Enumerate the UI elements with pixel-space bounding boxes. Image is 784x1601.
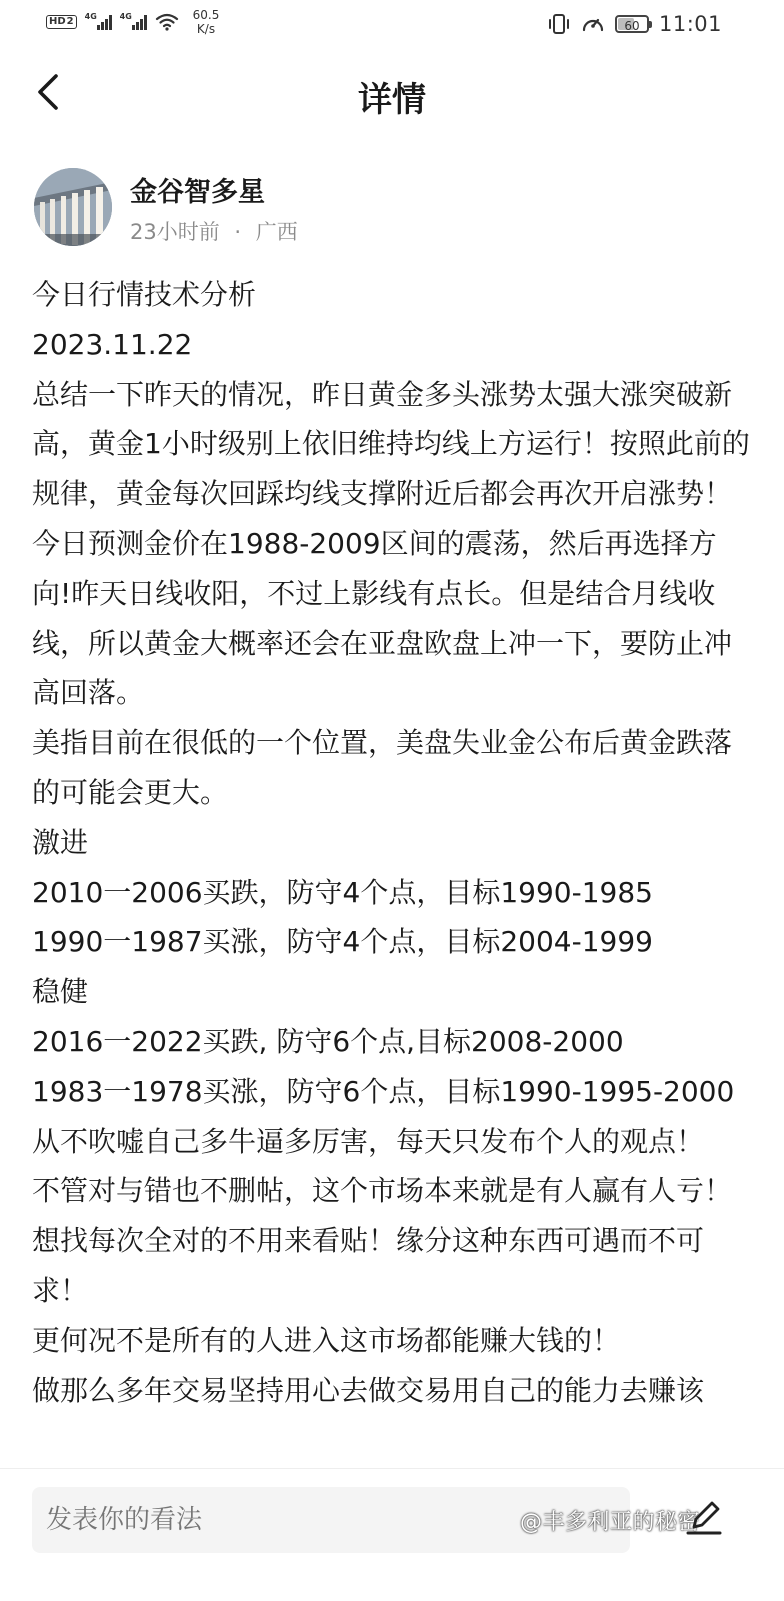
post-content [32, 270, 752, 1462]
post-location: 广西 [255, 220, 298, 244]
signal-2-tag: 4G [119, 12, 132, 21]
wifi-icon [155, 13, 179, 31]
comment-bar [0, 1468, 784, 1601]
post-paragraph: 稳健 [32, 975, 89, 1009]
battery-level: 60 [624, 19, 640, 33]
hd-number: 2 [66, 16, 74, 27]
page-title: 详情 [358, 80, 426, 120]
post-meta [130, 216, 298, 246]
clock: 11:01 [658, 12, 722, 36]
hd-label: HD [49, 16, 66, 27]
post-paragraph: 1990一1987买涨，防守4个点，目标2004-1999 [32, 925, 653, 959]
author-info [34, 168, 734, 248]
post-time: 23小时前 [130, 220, 220, 244]
avatar-building-image [34, 168, 112, 246]
edit-icon[interactable] [684, 1499, 724, 1539]
post-paragraph: 总结一下昨天的情况，昨日黄金多头涨势太强大涨突破新高，黄金1小时级别上依旧维持均线上方运行！按照此前的规律，黄金每次回踩均线支撑附近后都会再次开启涨势！今日预测金价在1988-2009区间的震荡，然后再选择方向!昨天日线收阳，不过上影线有点长。但是结合月线收线，所以黄金大概率还会在亚盘欧盘上冲一下，要防止冲高回落。 [32, 377, 750, 710]
signal-2-icon [120, 14, 147, 30]
signal-1-icon [85, 14, 112, 30]
post-paragraph: 美指目前在很低的一个位置，美盘失业金公布后黄金跌落的可能会更大。 [32, 726, 733, 809]
speed-unit: K/s [196, 22, 216, 36]
post-paragraph: 激进 [32, 825, 89, 859]
meta-separator: · [234, 220, 242, 244]
post-paragraph: 今日行情技术分析 [32, 278, 257, 311]
post-paragraph: 从不吹嘘自己多牛逼多厉害，每天只发布个人的观点！ [32, 1124, 705, 1158]
hd-voice-icon [46, 15, 77, 29]
post-paragraph: 2023.11.22 [32, 327, 193, 361]
vibrate-icon [547, 13, 571, 35]
signal-1-tag: 4G [84, 12, 97, 21]
watermark: @丰多利亚的秘密 [520, 1510, 701, 1535]
post-paragraph: 2016一2022买跌, 防守6个点,目标2008-2000 [32, 1024, 624, 1058]
network-speed [193, 8, 220, 36]
status-right [547, 12, 722, 36]
gauge-icon [581, 13, 605, 35]
post-paragraph: 1983一1978买涨，防守6个点，目标1990-1995-2000 [32, 1074, 735, 1108]
speed-value: 60.5 [192, 8, 220, 22]
header [0, 60, 784, 124]
avatar[interactable] [34, 168, 112, 246]
battery-icon [615, 15, 649, 33]
post-paragraph: 做那么多年交易坚持用心去做交易用自己的能力去赚该 [32, 1373, 705, 1407]
post-paragraph: 2010一2006买跌，防守4个点，目标1990-1985 [32, 875, 653, 909]
status-left [46, 8, 219, 36]
author-name[interactable]: 金谷智多星 [130, 177, 265, 208]
post-paragraph: 更何况不是所有的人进入这市场都能赚大钱的！ [32, 1323, 621, 1357]
status-bar [0, 0, 784, 50]
post-paragraph: 不管对与错也不删帖，这个市场本来就是有人赢有人亏！ [32, 1174, 733, 1208]
post-paragraph: 想找每次全对的不用来看贴！缘分这种东西可遇而不可求！ [32, 1224, 705, 1307]
